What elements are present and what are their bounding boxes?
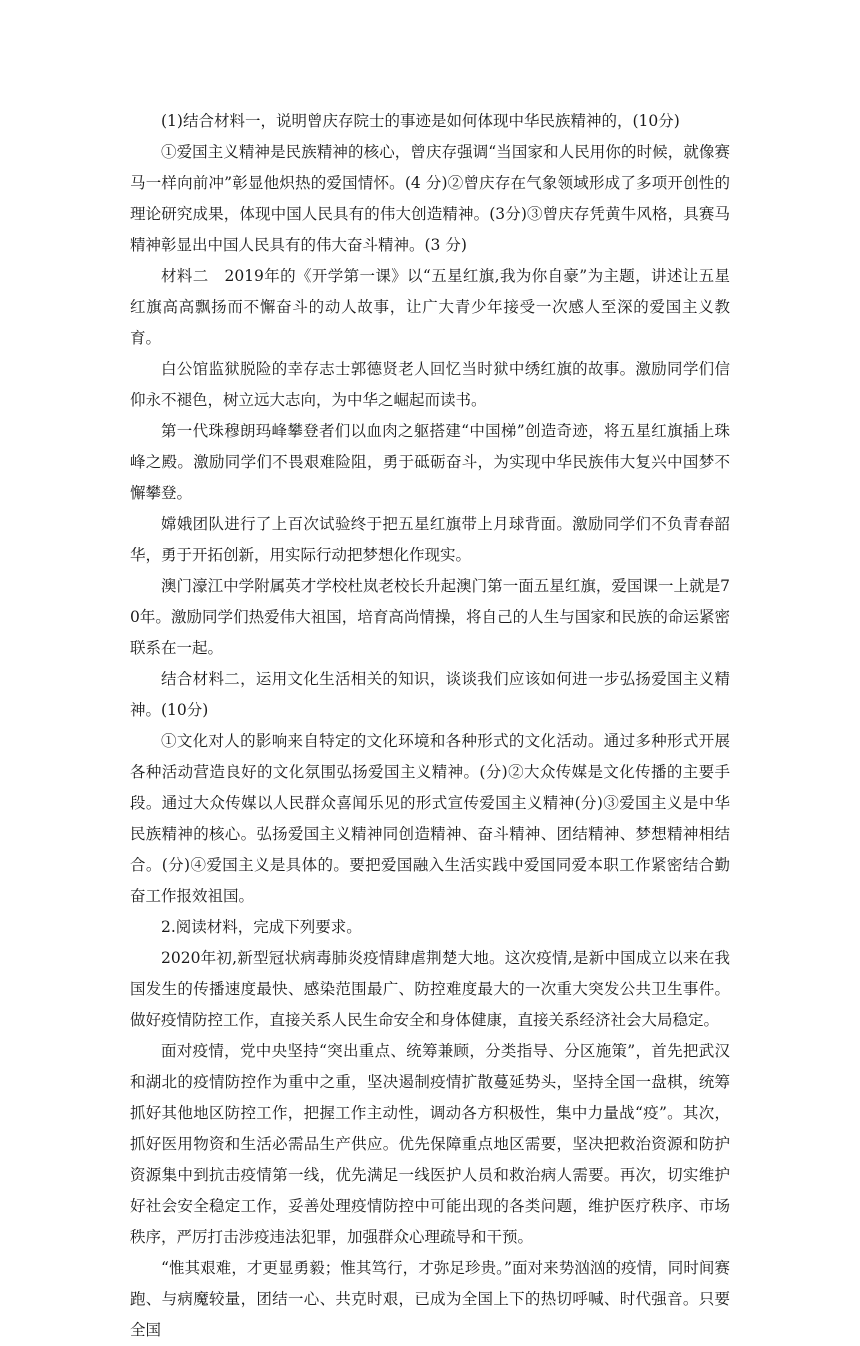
question-1-1: (1)结合材料一，说明曾庆存院士的事迹是如何体现中华民族精神的，(10分)	[161, 112, 680, 130]
material-3-para-3: “惟其艰难，才更显勇毅；惟其笃行，才弥足珍贵。”面对来势汹汹的疫情，同时间赛跑、与病魔较量，团结一心、共克时艰，已成为全国上下的热切呼喊、时代强音。只要全国	[130, 1259, 730, 1339]
material-2-story-3: 嫦娥团队进行了上百次试验终于把五星红旗带上月球背面。激励同学们不负青春韶华，勇于开拓创新，用实际行动把梦想化作现实。	[130, 515, 730, 564]
question-1-2: 结合材料二，运用文化生活相关的知识，谈谈我们应该如何进一步弘扬爱国主义精神。(10分)	[130, 670, 730, 719]
material-2-story-2: 第一代珠穆朗玛峰攀登者们以血肉之躯搭建“中国梯”创造奇迹，将五星红旗插上珠峰之殿。激励同学们不畏艰难险阻，勇于砥砺奋斗，为实现中华民族伟大复兴中国梦不懈攀登。	[130, 422, 730, 502]
document-body	[130, 106, 730, 1346]
question-2-heading: 2.阅读材料，完成下列要求。	[161, 918, 362, 936]
material-2-intro: 材料二 2019年的《开学第一课》以“五星红旗,我为你自豪”为主题，讲述让五星红旗高高飘扬而不懈奋斗的动人故事，让广大青少年接受一次感人至深的爱国主义教育。	[130, 267, 730, 347]
material-2-story-1: 白公馆监狱脱险的幸存志士郭德贤老人回忆当时狱中绣红旗的故事。激励同学们信仰永不褪色，树立远大志向，为中华之崛起而读书。	[130, 360, 730, 409]
answer-1-2: ①文化对人的影响来自特定的文化环境和各种形式的文化活动。通过多种形式开展各种活动营造良好的文化氛围弘扬爱国主义精神。(分)②大众传媒是文化传播的主要手段。通过大众传媒以人民群众喜闻乐见的形式宣传爱国主义精神(分)③爱国主义是中华民族精神的核心。弘扬爱国主义精神同创造精神、奋斗精神、团结精神、梦想精神相结合。(分)④爱国主义是具体的。要把爱国融入生活实践中爱国同爱本职工作紧密结合勤奋工作报效祖国。	[130, 732, 730, 905]
material-3-para-2: 面对疫情，党中央坚持“突出重点、统筹兼顾，分类指导、分区施策”，首先把武汉和湖北的疫情防控作为重中之重，坚决遏制疫情扩散蔓延势头，坚持全国一盘棋，统筹抓好其他地区防控工作，把握工作主动性，调动各方积极性，集中力量战“疫”。其次，抓好医用物资和生活必需品生产供应。优先保障重点地区需要，坚决把救治资源和防护资源集中到抗击疫情第一线，优先满足一线医护人员和救治病人需要。再次，切实维护好社会安全稳定工作，妥善处理疫情防控中可能出现的各类问题，维护医疗秩序、市场秩序，严厉打击涉疫违法犯罪，加强群众心理疏导和干预。	[130, 1042, 730, 1246]
material-2-story-4: 澳门濠江中学附属英才学校杜岚老校长升起澳门第一面五星红旗，爱国课一上就是70年。激励同学们热爱伟大祖国，培育高尚情操，将自己的人生与国家和民族的命运紧密联系在一起。	[130, 577, 730, 657]
answer-1-1: ①爱国主义精神是民族精神的核心，曾庆存强调“当国家和人民用你的时候，就像赛马一样向前冲”彰显他炽热的爱国情怀。(4 分)②曾庆存在气象领域形成了多项开创性的理论研究成果，体现中国人民具有的伟大创造精神。(3分)③曾庆存凭黄牛风格，具赛马精神彰显出中国人民具有的伟大奋斗精神。(3 分)	[130, 143, 730, 254]
material-3-para-1: 2020年初,新型冠状病毒肺炎疫情肆虐荆楚大地。这次疫情,是新中国成立以来在我国发生的传播速度最快、感染范围最广、防控难度最大的一次重大突发公共卫生事件。做好疫情防控工作，直接关系人民生命安全和身体健康，直接关系经济社会大局稳定。	[130, 949, 730, 1029]
